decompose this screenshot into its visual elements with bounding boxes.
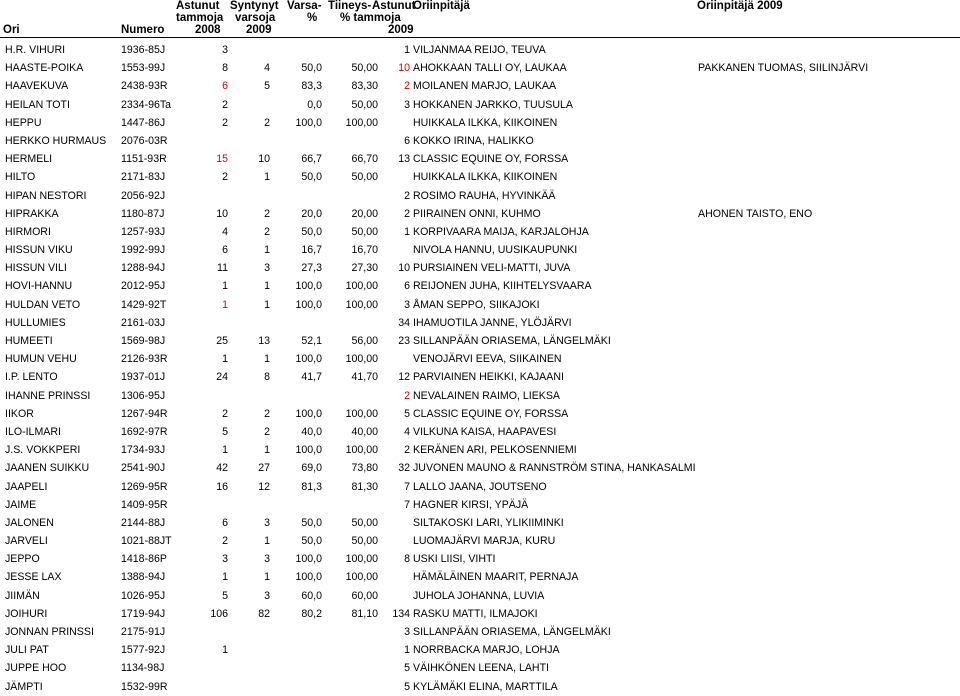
- header-percent-tammoja: % tammoja: [340, 12, 401, 24]
- cell-name: JONNAN PRINSSI: [5, 626, 94, 638]
- cell-t: 20,00: [351, 207, 378, 220]
- cell-num: 1734-93J: [121, 444, 166, 457]
- cell-v: 50,0: [301, 171, 322, 184]
- cell-t: 100,00: [345, 444, 378, 457]
- cell-name: JOIHURI: [5, 607, 48, 620]
- cell-own: PURSIAINEN VELI-MATTI, JUVA: [413, 262, 571, 275]
- cell-num: 1267-94R: [121, 407, 168, 420]
- cell-name: JARVELI: [5, 535, 48, 548]
- cell-t: 100,00: [345, 571, 378, 584]
- cell-t: 100,00: [345, 553, 378, 566]
- cell-num: 1992-99J: [121, 244, 166, 257]
- table-row: [0, 277, 960, 295]
- cell-v: 52,1: [301, 335, 322, 347]
- cell-t: 40,00: [351, 425, 378, 438]
- cell-name: JESSE LAX: [5, 571, 62, 584]
- cell-own: VILJANMAA REIJO, TEUVA: [413, 44, 546, 56]
- cell-own: PIIRAINEN ONNI, KUHMO: [413, 207, 541, 220]
- cell-own: VENOJÄRVI EEVA, SIIKAINEN: [413, 353, 562, 366]
- cell-a09: 3: [404, 626, 410, 638]
- header-percent: %: [307, 12, 318, 24]
- cell-name: HUMEETI: [5, 335, 53, 347]
- cell-s: 8: [264, 371, 270, 384]
- cell-a: 8: [222, 62, 228, 75]
- header-varsoja: varsoja: [235, 12, 276, 24]
- header-varsa: Varsa-: [287, 0, 322, 12]
- cell-own: HAGNER KIRSI, YPÄJÄ: [413, 498, 529, 511]
- cell-t: 50,00: [351, 171, 378, 184]
- cell-s: 2: [264, 425, 270, 438]
- cell-a09: 7: [404, 498, 410, 511]
- cell-own: REIJONEN JUHA, KIIHTELYSVAARA: [413, 280, 592, 293]
- cell-t: 50,00: [351, 98, 378, 111]
- cell-a: 15: [216, 153, 228, 166]
- cell-num: 1269-95R: [121, 480, 168, 493]
- table-row: [0, 368, 960, 386]
- cell-own: VÄIHKÖNEN LEENA, LAHTI: [413, 662, 549, 675]
- cell-a09: 1: [404, 644, 410, 657]
- table-row: [0, 187, 960, 205]
- cell-a09: 1: [404, 225, 410, 238]
- cell-num: 1021-88JT: [121, 535, 172, 548]
- cell-num: 1936-85J: [121, 44, 166, 56]
- cell-num: 1447-86J: [121, 116, 166, 129]
- cell-v: 83,3: [301, 80, 322, 93]
- cell-v: 80,2: [301, 607, 322, 620]
- table-row: [0, 532, 960, 550]
- cell-a: 4: [222, 225, 228, 238]
- cell-name: HAAVEKUVA: [5, 80, 69, 93]
- table-row: [0, 259, 960, 277]
- cell-own: KOKKO IRINA, HALIKKO: [413, 134, 534, 147]
- cell-s: 5: [264, 80, 270, 93]
- cell-name: JALONEN: [5, 516, 54, 529]
- cell-v: 100,0: [295, 116, 322, 129]
- cell-num: 1409-95R: [121, 498, 168, 511]
- cell-name: ILO-ILMARI: [5, 425, 61, 438]
- cell-v: 60,0: [301, 589, 322, 602]
- cell-a: 1: [222, 280, 228, 293]
- table-row: [0, 296, 960, 314]
- cell-v: 69,0: [301, 462, 322, 475]
- cell-v: 100,0: [295, 571, 322, 584]
- table-row: [0, 478, 960, 496]
- cell-num: 1429-92T: [121, 298, 167, 311]
- header-ori: Ori: [3, 24, 20, 36]
- cell-name: HUMUN VEHU: [5, 353, 77, 366]
- cell-own: JUVONEN MAUNO & RANNSTRÖM STINA, HANKASALMI: [413, 462, 696, 475]
- table-row: [0, 678, 960, 696]
- cell-a: 24: [216, 371, 228, 384]
- cell-own: KORPIVAARA MAIJA, KARJALOHJA: [413, 225, 589, 238]
- cell-name: JEPPO: [5, 553, 40, 566]
- table-row: [0, 423, 960, 441]
- cell-own: SILLANPÄÄN ORIASEMA, LÄNGELMÄKI: [413, 335, 611, 347]
- cell-a: 3: [222, 44, 228, 56]
- cell-t: 50,00: [351, 535, 378, 548]
- cell-t: 100,00: [345, 280, 378, 293]
- table-row: [0, 459, 960, 477]
- cell-own: KYLÄMÄKI ELINA, MARTTILA: [413, 680, 558, 693]
- cell-num: 1553-99J: [121, 62, 166, 75]
- table-row: [0, 350, 960, 368]
- cell-own09: AHONEN TAISTO, ENO: [698, 207, 813, 220]
- cell-s: 10: [258, 153, 270, 166]
- cell-num: 1937-01J: [121, 371, 166, 384]
- cell-a09: 3: [404, 298, 410, 311]
- cell-a09: 2: [404, 207, 410, 220]
- table-row: [0, 659, 960, 677]
- cell-name: JULI PAT: [5, 644, 49, 657]
- cell-a09: 134: [392, 607, 410, 620]
- table-row: [0, 496, 960, 514]
- cell-t: 81,30: [351, 480, 378, 493]
- cell-own: NEVALAINEN RAIMO, LIEKSA: [413, 389, 560, 402]
- cell-num: 2161-03J: [121, 316, 166, 329]
- cell-a09: 1: [404, 44, 410, 56]
- cell-t: 100,00: [345, 298, 378, 311]
- table-row: [0, 641, 960, 659]
- cell-own: NORRBACKA MARJO, LOHJA: [413, 644, 560, 657]
- cell-num: 1151-93R: [121, 153, 167, 166]
- table-row: [0, 241, 960, 259]
- cell-v: 100,0: [295, 407, 322, 420]
- cell-a: 6: [222, 516, 228, 529]
- cell-num: 2438-93R: [121, 80, 168, 93]
- table-row: [0, 132, 960, 150]
- cell-t: 27,30: [351, 262, 378, 275]
- cell-name: HERKKO HURMAUS: [5, 134, 107, 147]
- cell-t: 50,00: [351, 225, 378, 238]
- table-row: [0, 605, 960, 623]
- cell-own: HUIKKALA ILKKA, KIIKOINEN: [413, 116, 558, 129]
- cell-a: 2: [222, 116, 228, 129]
- cell-a: 1: [222, 644, 228, 657]
- cell-a09: 2: [404, 189, 410, 202]
- cell-num: 1719-94J: [121, 607, 166, 620]
- cell-a09: 2: [404, 80, 410, 93]
- cell-num: 1388-94J: [121, 571, 166, 584]
- cell-name: HISSUN VILI: [5, 262, 67, 275]
- cell-t: 81,10: [351, 607, 378, 620]
- cell-a: 1: [222, 353, 228, 366]
- cell-t: 41,70: [351, 371, 378, 384]
- header-tiineys: Tiineys-: [328, 0, 372, 12]
- cell-own: MOILANEN MARJO, LAUKAA: [413, 80, 557, 93]
- cell-own09: PAKKANEN TUOMAS, SIILINJÄRVI: [698, 62, 869, 75]
- cell-num: 2056-92J: [121, 189, 166, 202]
- cell-t: 73,80: [351, 462, 378, 475]
- cell-a: 11: [217, 262, 228, 275]
- table-row: [0, 114, 960, 132]
- cell-v: 100,0: [295, 553, 322, 566]
- cell-num: 2334-96Ta: [121, 98, 172, 111]
- cell-name: HEPPU: [5, 116, 42, 129]
- cell-own: AHOKKAAN TALLI OY, LAUKAA: [413, 62, 567, 75]
- cell-v: 20,0: [301, 207, 322, 220]
- cell-a09: 12: [398, 371, 410, 384]
- table-row: [0, 59, 960, 77]
- header-tammoja: tammoja: [176, 12, 224, 24]
- cell-a09: 6: [404, 134, 410, 147]
- table-row: [0, 387, 960, 405]
- cell-a: 6: [222, 244, 228, 257]
- cell-a09: 2: [404, 389, 410, 402]
- cell-t: 60,00: [351, 589, 378, 602]
- cell-v: 0,0: [307, 98, 322, 111]
- header-year-2009-a: 2009: [246, 24, 272, 36]
- cell-a09: 10: [398, 262, 410, 275]
- cell-name: HEILAN TOTI: [5, 98, 70, 111]
- cell-a09: 8: [404, 553, 410, 566]
- cell-name: JIIMÄN: [5, 589, 40, 602]
- cell-name: HIPAN NESTORI: [5, 189, 87, 202]
- cell-own: HOKKANEN JARKKO, TUUSULA: [413, 98, 573, 111]
- cell-a09: 3: [404, 98, 410, 111]
- cell-num: 1180-87J: [121, 207, 165, 220]
- cell-a: 5: [222, 425, 228, 438]
- cell-num: 2171-83J: [121, 171, 166, 184]
- cell-v: 50,0: [301, 62, 322, 75]
- header-numero: Numero: [121, 24, 165, 36]
- table-row: [0, 623, 960, 641]
- cell-s: 2: [264, 116, 270, 129]
- cell-v: 16,7: [301, 244, 322, 257]
- cell-v: 50,0: [301, 535, 322, 548]
- table-row: [0, 96, 960, 114]
- cell-s: 1: [264, 444, 270, 457]
- cell-name: H.R. VIHURI: [5, 44, 66, 56]
- cell-t: 50,00: [351, 516, 378, 529]
- cell-num: 1692-97R: [121, 425, 168, 438]
- table-row: [0, 41, 960, 59]
- cell-a: 1: [222, 444, 228, 457]
- cell-own: HUIKKALA ILKKA, KIIKOINEN: [413, 171, 558, 184]
- cell-a09: 2: [404, 444, 410, 457]
- cell-name: JAAPELI: [5, 480, 48, 493]
- table-row: [0, 150, 960, 168]
- cell-name: HILTO: [5, 171, 36, 184]
- cell-num: 1134-98J: [121, 662, 165, 675]
- cell-own: NIVOLA HANNU, UUSIKAUPUNKI: [413, 244, 578, 257]
- cell-own: SILLANPÄÄN ORIASEMA, LÄNGELMÄKI: [413, 626, 611, 638]
- cell-s: 1: [264, 244, 270, 257]
- cell-a09: 5: [404, 407, 410, 420]
- header-astunut-2009: Astunut: [372, 0, 416, 12]
- cell-s: 3: [264, 589, 270, 602]
- cell-num: 2126-93R: [121, 353, 168, 366]
- cell-name: HERMELI: [5, 153, 53, 166]
- cell-name: I.P. LENTO: [5, 371, 58, 384]
- table-row: [0, 205, 960, 223]
- cell-a: 106: [210, 607, 228, 620]
- cell-num: 1257-93J: [121, 225, 166, 238]
- cell-s: 1: [264, 280, 270, 293]
- cell-num: 2012-95J: [121, 280, 166, 293]
- cell-a: 16: [216, 480, 228, 493]
- cell-name: JÄMPTI: [5, 680, 43, 693]
- cell-a: 1: [222, 571, 228, 584]
- cell-own: LUOMAJÄRVI MARJA, KURU: [413, 535, 556, 548]
- cell-a: 10: [216, 207, 228, 220]
- cell-name: IIKOR: [5, 407, 34, 420]
- table-row: [0, 441, 960, 459]
- cell-a: 2: [222, 171, 228, 184]
- cell-t: 100,00: [345, 407, 378, 420]
- cell-a09: 5: [404, 680, 410, 693]
- cell-a: 2: [222, 535, 228, 548]
- stallion-table: [0, 41, 960, 696]
- cell-t: 66,70: [351, 153, 378, 166]
- cell-a: 2: [222, 98, 228, 111]
- cell-name: HOVI-HANNU: [5, 280, 73, 293]
- header-astunut: Astunut: [176, 0, 220, 12]
- cell-num: 2076-03R: [121, 134, 168, 147]
- table-row: [0, 314, 960, 332]
- table-row: [0, 514, 960, 532]
- cell-name: HISSUN VIKU: [5, 244, 73, 257]
- cell-s: 2: [264, 207, 270, 220]
- cell-s: 12: [258, 480, 270, 493]
- header-oriinpitaja: Oriinpitäjä: [413, 0, 470, 12]
- cell-num: 1569-98J: [121, 335, 166, 347]
- cell-s: 1: [264, 353, 270, 366]
- cell-s: 1: [264, 298, 270, 311]
- cell-v: 41,7: [301, 371, 322, 384]
- cell-a09: 23: [398, 335, 410, 347]
- cell-a09: 10: [398, 62, 410, 75]
- cell-a: 1: [222, 298, 228, 311]
- cell-num: 1577-92J: [121, 644, 166, 657]
- cell-name: IHANNE PRINSSI: [5, 389, 91, 402]
- cell-s: 1: [264, 171, 270, 184]
- cell-own: VILKUNA KAISA, HAAPAVESI: [413, 425, 557, 438]
- cell-v: 100,0: [295, 353, 322, 366]
- cell-s: 1: [264, 535, 270, 548]
- table-row: [0, 332, 960, 350]
- header-syntynyt: Syntynyt: [230, 0, 279, 12]
- cell-v: 50,0: [301, 225, 322, 238]
- cell-own: HÄMÄLÄINEN MAARIT, PERNAJA: [413, 571, 579, 584]
- header-divider: [0, 37, 960, 38]
- cell-s: 3: [264, 516, 270, 529]
- cell-name: HAASTE-POIKA: [5, 62, 84, 75]
- cell-a09: 6: [404, 280, 410, 293]
- header-year-2008: 2008: [195, 24, 221, 36]
- table-row: [0, 223, 960, 241]
- cell-v: 40,0: [301, 425, 322, 438]
- cell-name: HIRMORI: [5, 225, 51, 238]
- cell-t: 100,00: [345, 116, 378, 129]
- cell-v: 100,0: [295, 444, 322, 457]
- cell-t: 100,00: [345, 353, 378, 366]
- cell-s: 4: [264, 62, 270, 75]
- cell-own: KERÄNEN ARI, PELKOSENNIEMI: [413, 444, 577, 457]
- cell-a09: 5: [404, 662, 410, 675]
- cell-a: 5: [222, 589, 228, 602]
- table-row: [0, 405, 960, 423]
- cell-own: ÅMAN SEPPO, SIIKAJOKI: [413, 298, 540, 311]
- cell-num: 2175-91J: [121, 626, 166, 638]
- cell-s: 3: [264, 262, 270, 275]
- cell-num: 2144-88J: [121, 516, 166, 529]
- cell-t: 50,00: [351, 62, 378, 75]
- header-oriinpitaja-2009: Oriinpitäjä 2009: [697, 0, 783, 12]
- cell-s: 27: [258, 462, 270, 475]
- cell-name: JAIME: [5, 498, 37, 511]
- cell-own: USKI LIISI, VIHTI: [413, 553, 496, 566]
- table-row: [0, 168, 960, 186]
- header-year-2009-b: 2009: [388, 24, 414, 36]
- cell-v: 66,7: [301, 153, 322, 166]
- cell-num: 1418-86P: [121, 553, 167, 566]
- cell-v: 100,0: [295, 298, 322, 311]
- cell-num: 2541-90J: [121, 462, 166, 475]
- cell-t: 16,70: [351, 244, 378, 257]
- cell-own: IHAMUOTILA JANNE, YLÖJÄRVI: [413, 316, 572, 329]
- cell-s: 2: [264, 225, 270, 238]
- cell-num: 1026-95J: [121, 589, 166, 602]
- table-row: [0, 587, 960, 605]
- cell-a: 3: [222, 553, 228, 566]
- cell-v: 81,3: [301, 480, 322, 493]
- cell-own: CLASSIC EQUINE OY, FORSSA: [413, 407, 569, 420]
- cell-own: LALLO JAANA, JOUTSENO: [413, 480, 547, 493]
- cell-own: CLASSIC EQUINE OY, FORSSA: [413, 153, 569, 166]
- table-row: [0, 77, 960, 95]
- cell-a: 25: [216, 335, 228, 347]
- cell-own: PARVIAINEN HEIKKI, KAJAANI: [413, 371, 564, 384]
- cell-name: JUPPE HOO: [5, 662, 67, 675]
- cell-a09: 32: [398, 462, 410, 475]
- cell-a: 42: [216, 462, 228, 475]
- cell-a: 2: [222, 407, 228, 420]
- cell-a: 6: [222, 80, 228, 93]
- cell-v: 100,0: [295, 280, 322, 293]
- cell-name: JAANEN SUIKKU: [5, 462, 90, 475]
- cell-a09: 34: [398, 316, 410, 329]
- cell-own: RASKU MATTI, ILMAJOKI: [413, 607, 538, 620]
- cell-a09: 7: [404, 480, 410, 493]
- cell-t: 56,00: [351, 335, 378, 347]
- cell-v: 50,0: [301, 516, 322, 529]
- cell-name: J.S. VOKKPERI: [5, 444, 81, 457]
- cell-own: JUHOLA JOHANNA, LUVIA: [413, 589, 545, 602]
- cell-own: ROSIMO RAUHA, HYVINKÄÄ: [413, 189, 556, 202]
- cell-s: 3: [264, 553, 270, 566]
- cell-name: HULLUMIES: [5, 316, 66, 329]
- cell-s: 13: [258, 335, 270, 347]
- cell-name: HULDAN VETO: [5, 298, 81, 311]
- table-row: [0, 568, 960, 586]
- cell-s: 1: [264, 571, 270, 584]
- cell-name: HIPRAKKA: [5, 207, 59, 220]
- cell-t: 83,30: [351, 80, 378, 93]
- cell-num: 1306-95J: [121, 389, 166, 402]
- cell-a09: 4: [404, 425, 410, 438]
- cell-s: 82: [258, 607, 270, 620]
- cell-s: 2: [264, 407, 270, 420]
- cell-v: 27,3: [301, 262, 322, 275]
- cell-a09: 13: [398, 153, 410, 166]
- cell-own: SILTAKOSKI LARI, YLIKIIMINKI: [413, 516, 564, 529]
- cell-num: 1532-99R: [121, 680, 168, 693]
- table-header: [0, 0, 960, 36]
- cell-num: 1288-94J: [121, 262, 166, 275]
